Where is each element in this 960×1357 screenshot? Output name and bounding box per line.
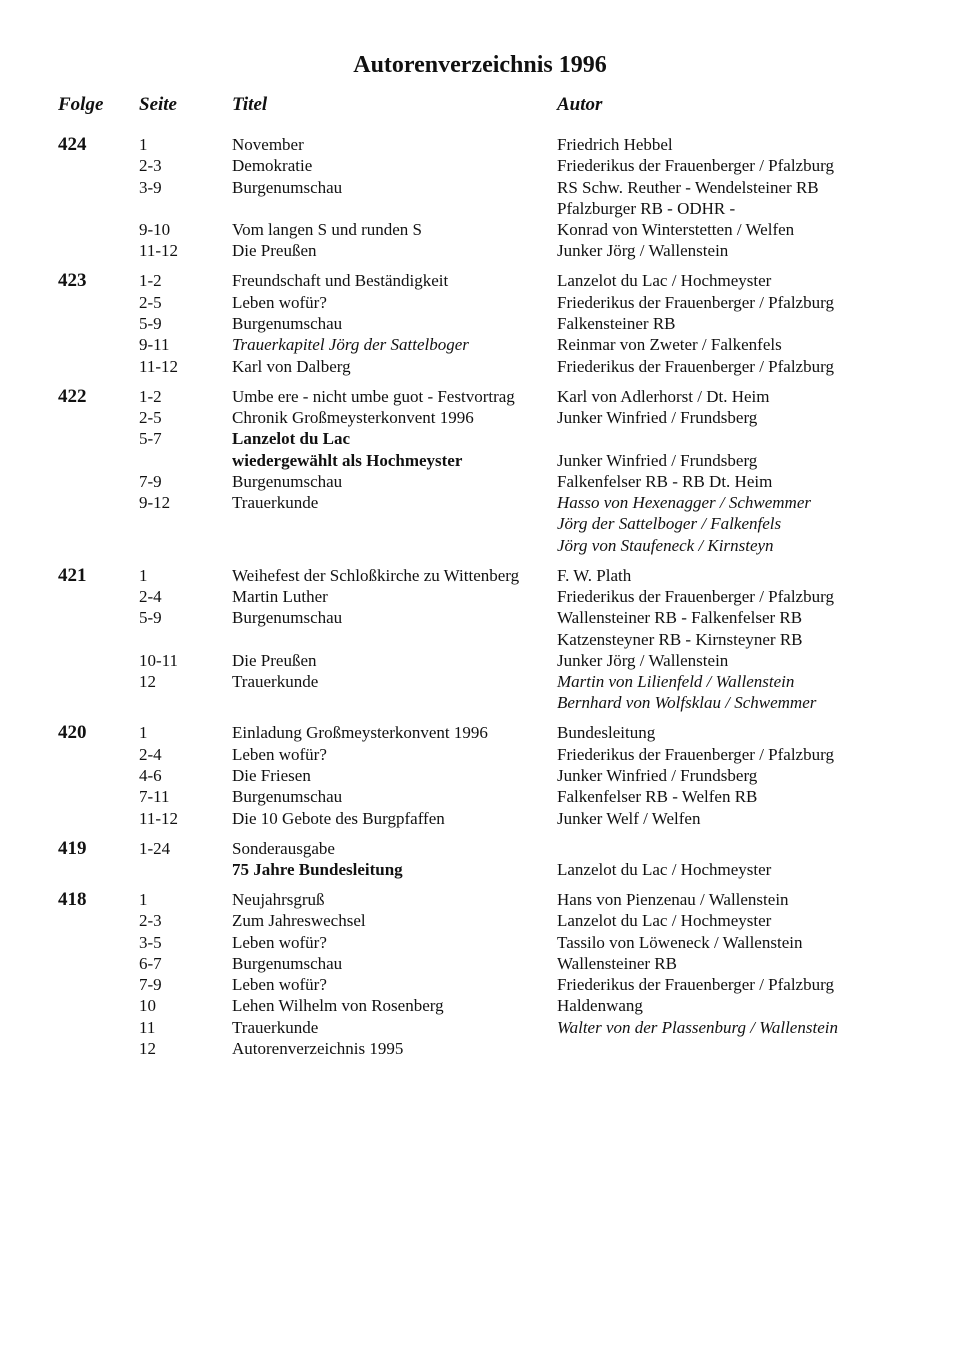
article-title: Leben wofür?: [232, 744, 327, 764]
article-author: Junker Winfried / Frundsberg: [557, 450, 758, 470]
article-title: Leben wofür?: [232, 975, 327, 995]
header-titel: Titel: [232, 94, 268, 115]
page-range: 2-5: [139, 407, 162, 427]
table-row: [0, 513, 960, 534]
article-title: Trauerkapitel Jörg der Sattelboger: [232, 335, 469, 355]
page-range: 7-11: [139, 787, 170, 807]
article-author: Junker Jörg / Wallenstein: [557, 650, 729, 670]
article-author: Junker Jörg / Wallenstein: [557, 241, 729, 261]
page-range: 11-12: [139, 241, 179, 261]
article-title: Lehen Wilhelm von Rosenberg: [232, 996, 444, 1016]
header-folge: Folge: [58, 94, 104, 115]
page-range: 5-7: [139, 429, 162, 449]
article-author: Martin von Lilienfeld / Wallenstein: [557, 672, 795, 692]
page-range: 1-2: [139, 271, 162, 291]
table-row: [0, 650, 960, 671]
page-range: 1-2: [139, 386, 162, 406]
page-range: 10-11: [139, 650, 179, 670]
table-row: [0, 198, 960, 219]
article-author: Junker Winfried / Frundsberg: [557, 407, 758, 427]
page-range: 9-10: [139, 220, 171, 240]
table-row: [0, 428, 960, 449]
article-author: Falkenfelser RB - RB Dt. Heim: [557, 471, 773, 491]
article-author: Haldenwang: [557, 996, 643, 1016]
page-range: 5-9: [139, 608, 162, 628]
article-author: Junker Winfried / Frundsberg: [557, 766, 758, 786]
table-row: [0, 334, 960, 355]
issue-number: 418: [58, 888, 87, 910]
article-title: Die Friesen: [232, 766, 311, 786]
page-range: 12: [139, 1039, 156, 1058]
article-title: Burgenumschau: [232, 608, 343, 628]
table-row: [0, 134, 960, 155]
article-title: Trauerkunde: [232, 1017, 319, 1037]
table-row: [0, 722, 960, 743]
table-row: [0, 932, 960, 953]
table-row: [0, 240, 960, 261]
article-author: Falkenfelser RB - Welfen RB: [557, 787, 758, 807]
page-range: 1: [139, 565, 148, 585]
article-title: Martin Luther: [232, 587, 328, 606]
table-row: [0, 270, 960, 291]
table-row: [0, 1038, 960, 1059]
table-row: [0, 744, 960, 765]
article-title: Chronik Großmeysterkonvent 1996: [232, 407, 474, 427]
article-title: Umbe ere - nicht umbe guot - Festvortrag: [232, 386, 515, 406]
article-author: RS Schw. Reuther - Wendelsteiner RB: [557, 177, 819, 197]
table-row: [0, 910, 960, 931]
page-range: 12: [139, 672, 156, 692]
article-author: Friederikus der Frauenberger / Pfalzburg: [557, 292, 834, 312]
table-row: [0, 629, 960, 650]
page-range: 3-5: [139, 932, 162, 952]
article-title: Zum Jahreswechsel: [232, 911, 366, 931]
article-title: Burgenumschau: [232, 787, 343, 807]
table-row: [0, 155, 960, 176]
article-title: Die Preußen: [232, 241, 317, 261]
article-title: Autorenverzeichnis 1995: [232, 1039, 404, 1058]
article-title: Freundschaft und Beständigkeit: [232, 271, 449, 291]
article-title: Burgenumschau: [232, 177, 343, 197]
article-title: Lanzelot du Lac: [232, 429, 351, 449]
issue-number: 421: [58, 564, 87, 586]
page-range: 2-3: [139, 911, 162, 931]
issue-group: [0, 565, 960, 714]
article-author: F. W. Plath: [557, 565, 632, 585]
table-row: [0, 177, 960, 198]
article-title: Demokratie: [232, 156, 313, 176]
article-author: Friedrich Hebbel: [557, 135, 673, 154]
article-title: Die 10 Gebote des Burgpfaffen: [232, 808, 445, 828]
article-author: Junker Welf / Welfen: [557, 808, 701, 828]
article-author: Lanzelot du Lac / Hochmeyster: [557, 859, 772, 879]
header-autor: Autor: [557, 94, 603, 115]
article-author: Hasso von Hexenagger / Schwemmer: [557, 493, 811, 513]
article-title: Karl von Dalberg: [232, 356, 351, 376]
article-title: Leben wofür?: [232, 932, 327, 952]
article-author: Lanzelot du Lac / Hochmeyster: [557, 271, 772, 291]
table-row: [0, 838, 960, 859]
article-title: Trauerkunde: [232, 493, 319, 513]
page-range: 3-9: [139, 177, 162, 197]
article-title: Vom langen S und runden S: [232, 220, 422, 240]
article-author: Hans von Pienzenau / Wallenstein: [557, 889, 789, 909]
article-author: Pfalzburger RB - ODHR -: [557, 198, 736, 218]
article-author: Friederikus der Frauenberger / Pfalzburg: [557, 587, 834, 606]
header-seite: Seite: [139, 94, 177, 115]
table-row: [0, 671, 960, 692]
issue-number: 423: [58, 270, 87, 292]
table-row: [0, 565, 960, 586]
article-author: Friederikus der Frauenberger / Pfalzburg: [557, 356, 834, 376]
page-range: 1: [139, 135, 148, 154]
article-author: Lanzelot du Lac / Hochmeyster: [557, 911, 772, 931]
page-range: 1: [139, 723, 148, 743]
page-range: 7-9: [139, 471, 162, 491]
table-row: [0, 808, 960, 829]
page-range: 1-24: [139, 838, 171, 858]
table-row: [0, 953, 960, 974]
table-row: [0, 313, 960, 334]
page-range: 2-5: [139, 292, 162, 312]
article-author: Walter von der Plassenburg / Wallenstein: [557, 1017, 838, 1037]
table-row: [0, 535, 960, 556]
page-range: 11-12: [139, 356, 179, 376]
article-author: Jörg von Staufeneck / Kirnsteyn: [557, 535, 774, 555]
article-author: Falkensteiner RB: [557, 314, 676, 334]
table-row: [0, 786, 960, 807]
article-author: Friederikus der Frauenberger / Pfalzburg: [557, 975, 834, 995]
page-range: 1: [139, 889, 148, 909]
author-index-list: [0, 134, 960, 1068]
article-author: Friederikus der Frauenberger / Pfalzburg: [557, 156, 834, 176]
table-row: [0, 995, 960, 1016]
article-title: Trauerkunde: [232, 672, 319, 692]
article-title: Burgenumschau: [232, 953, 343, 973]
table-row: [0, 292, 960, 313]
article-title: Neujahrsgruß: [232, 889, 325, 909]
table-row: [0, 692, 960, 713]
article-title: Die Preußen: [232, 650, 317, 670]
issue-number: 419: [58, 837, 87, 859]
table-row: [0, 765, 960, 786]
page-range: 10: [139, 996, 156, 1016]
issue-number: 420: [58, 722, 87, 744]
table-row: [0, 974, 960, 995]
article-author: Jörg der Sattelboger / Falkenfels: [557, 514, 782, 534]
page-range: 4-6: [139, 766, 162, 786]
article-title: November: [232, 135, 304, 154]
page-range: 6-7: [139, 953, 162, 973]
article-title: Einladung Großmeysterkonvent 1996: [232, 723, 488, 743]
page-title: Autorenverzeichnis 1996: [353, 52, 607, 78]
article-author: Reinmar von Zweter / Falkenfels: [557, 335, 782, 355]
page-range: 5-9: [139, 314, 162, 334]
article-title: Burgenumschau: [232, 314, 343, 334]
article-title: Weihefest der Schloßkirche zu Wittenberg: [232, 565, 520, 585]
page-range: 2-4: [139, 744, 162, 764]
issue-group: [0, 838, 960, 881]
article-author: Friederikus der Frauenberger / Pfalzburg: [557, 744, 834, 764]
table-row: [0, 450, 960, 471]
article-author: Wallensteiner RB: [557, 953, 677, 973]
issue-number: 422: [58, 385, 87, 407]
page-range: 2-3: [139, 156, 162, 176]
article-author: Katzensteyner RB - Kirnsteyner RB: [557, 629, 803, 649]
page-range: 11-12: [139, 808, 179, 828]
table-row: [0, 889, 960, 910]
page-range: 9-12: [139, 493, 171, 513]
page-range: 2-4: [139, 587, 162, 606]
table-row: [0, 859, 960, 880]
article-author: Karl von Adlerhorst / Dt. Heim: [557, 386, 770, 406]
article-title: Leben wofür?: [232, 292, 327, 312]
table-row: [0, 1017, 960, 1038]
issue-number: 424: [58, 134, 87, 155]
table-row: [0, 407, 960, 428]
table-row: [0, 492, 960, 513]
issue-group: [0, 386, 960, 556]
page-range: 9-11: [139, 335, 170, 355]
article-author: Bernhard von Wolfsklau / Schwemmer: [557, 693, 817, 713]
table-row: [0, 471, 960, 492]
table-row: [0, 386, 960, 407]
page-range: 11: [139, 1017, 156, 1037]
issue-group: [0, 889, 960, 1059]
issue-group: [0, 270, 960, 376]
article-author: Bundesleitung: [557, 723, 656, 743]
table-row: [0, 219, 960, 240]
article-author: Konrad von Winterstetten / Welfen: [557, 220, 795, 240]
page-range: 7-9: [139, 975, 162, 995]
article-author: Tassilo von Löweneck / Wallenstein: [557, 932, 803, 952]
article-title: Sonderausgabe: [232, 838, 335, 858]
table-row: [0, 586, 960, 607]
table-row: [0, 607, 960, 628]
issue-group: [0, 722, 960, 828]
issue-group: [0, 134, 960, 262]
article-title: Burgenumschau: [232, 471, 343, 491]
article-title: wiedergewählt als Hochmeyster: [232, 450, 463, 470]
article-title: 75 Jahre Bundesleitung: [232, 859, 403, 879]
table-row: [0, 356, 960, 377]
article-author: Wallensteiner RB - Falkenfelser RB: [557, 608, 803, 628]
